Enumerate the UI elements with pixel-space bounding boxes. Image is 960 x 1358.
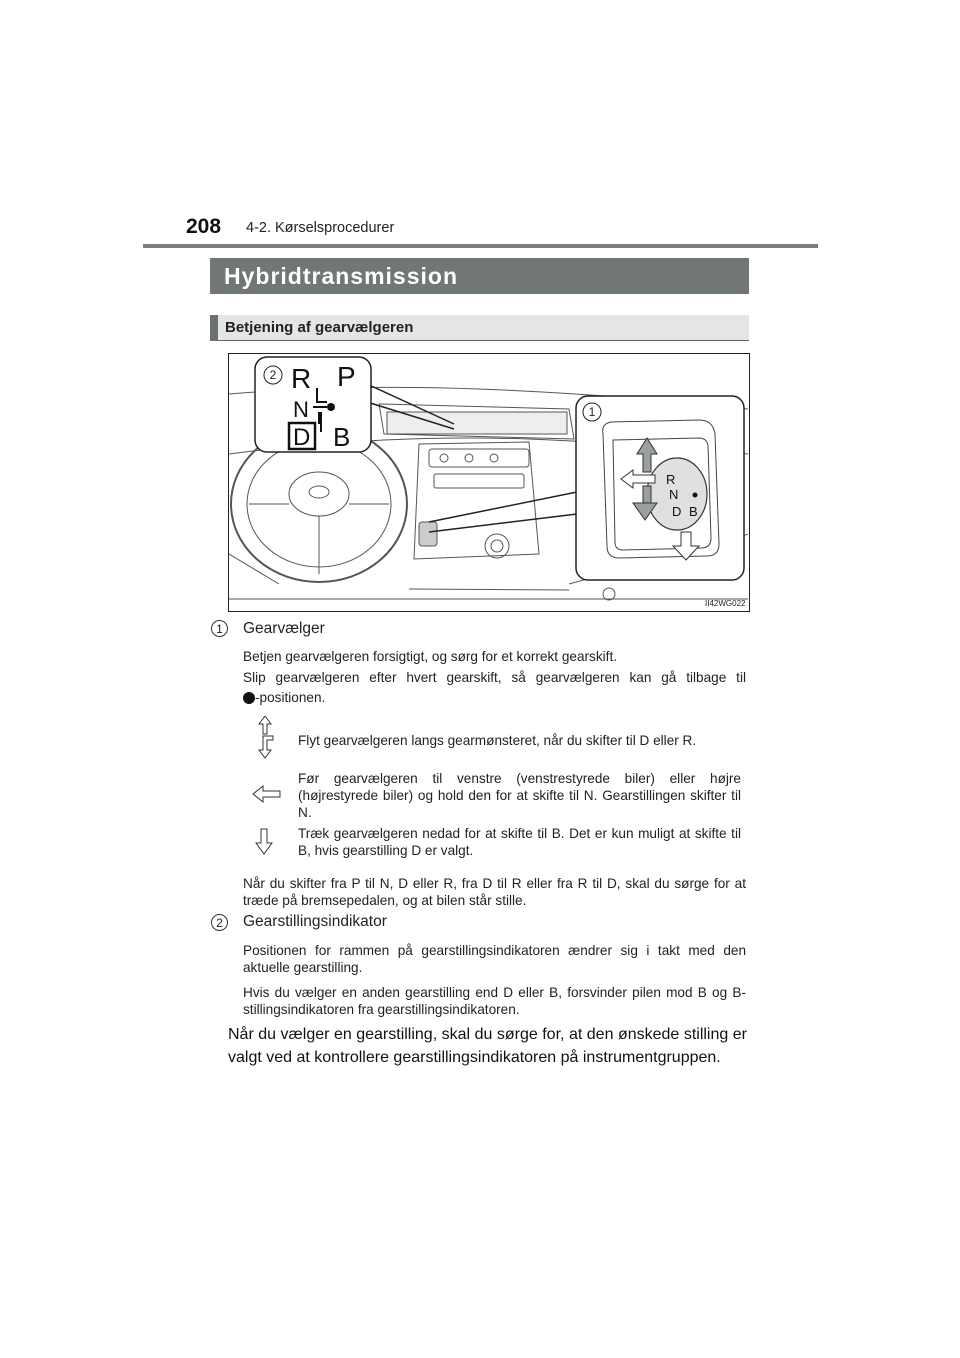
knob-b: B [689, 504, 698, 519]
left-arrow-icon [252, 784, 282, 809]
zigzag-arrows-icon [253, 716, 277, 765]
down-arrow-icon [254, 828, 274, 861]
item-1-para-2-tail [243, 689, 325, 706]
knob-r: R [666, 472, 676, 487]
indicator-n: N [293, 397, 309, 422]
indicator-d: D [293, 424, 311, 451]
item-1-para-3: Når du skifter fra P til N, D eller R, fra D til R eller fra R til D, skal du sørge for at træde på bremsepedalen, og at bilen står stille. [243, 876, 746, 908]
item-1-para-1: Betjen gearvælgeren forsigtigt, og sørg for et korrekt gearskift. [243, 649, 617, 664]
page-number: 208 [186, 215, 222, 238]
table-row-1-text: Flyt gearvælgeren langs gearmønsteret, når du skifter til D eller R. [298, 733, 697, 748]
table-row-2-text: Før gearvælgeren til venstre (venstrestyrede biler) eller højre (højrestyrede biler) og hold den for at skifte til N. Gearstillingen skifter til N. [298, 771, 741, 820]
item-2-para-1: Positionen for rammen på gearstillingsindikatoren ændrer sig i takt med den aktuelle gearstilling. [243, 943, 746, 975]
item-2-heading: Gearstillingsindikator [243, 913, 387, 930]
closing-paragraph: Når du vælger en gearstilling, skal du sørge for, at den ønskede stilling er valgt ved at kontrollere gearstillingsindikatoren på instrumentgruppen. [228, 1026, 747, 1066]
item-2-number: 2 [211, 914, 228, 931]
header-rule [143, 244, 818, 248]
subtitle: Betjening af gearvælgeren [225, 319, 414, 336]
dashboard-illustration [229, 354, 748, 610]
item-1-para-2: Slip gearvælgeren efter hvert gearskift, så gearvælgeren kan gå tilbage til [243, 670, 746, 685]
figure-code: II42WG022 [705, 599, 746, 608]
indicator-p: P [337, 361, 356, 392]
indicator-b: B [333, 422, 351, 452]
knob-n: N [669, 487, 679, 502]
dashboard-figure [228, 353, 750, 612]
section-label: 4-2. Kørselsprocedurer [246, 220, 395, 236]
page-title: Hybridtransmission [224, 263, 458, 289]
item-1-number: 1 [211, 620, 228, 637]
indicator-r: R [291, 363, 312, 394]
item-1-para-2-tail-text: -positionen. [255, 690, 326, 705]
knob-d: D [672, 504, 682, 519]
item-2-para-2: Hvis du vælger en anden gearstilling end D eller B, forsvinder pilen mod B og B-stillingsindikatoren fra gearstillingsindikatoren. [243, 985, 746, 1017]
dot-position-icon [243, 692, 255, 704]
subtitle-marker [210, 315, 218, 341]
callout-2-label: 2 [269, 368, 277, 382]
table-row-3-text: Træk gearvælgeren nedad for at skifte til B. Det er kun muligt at skifte til B, hvis gearstilling D er valgt. [298, 826, 741, 858]
item-1-heading: Gearvælger [243, 620, 325, 637]
callout-1-label: 1 [588, 405, 596, 419]
